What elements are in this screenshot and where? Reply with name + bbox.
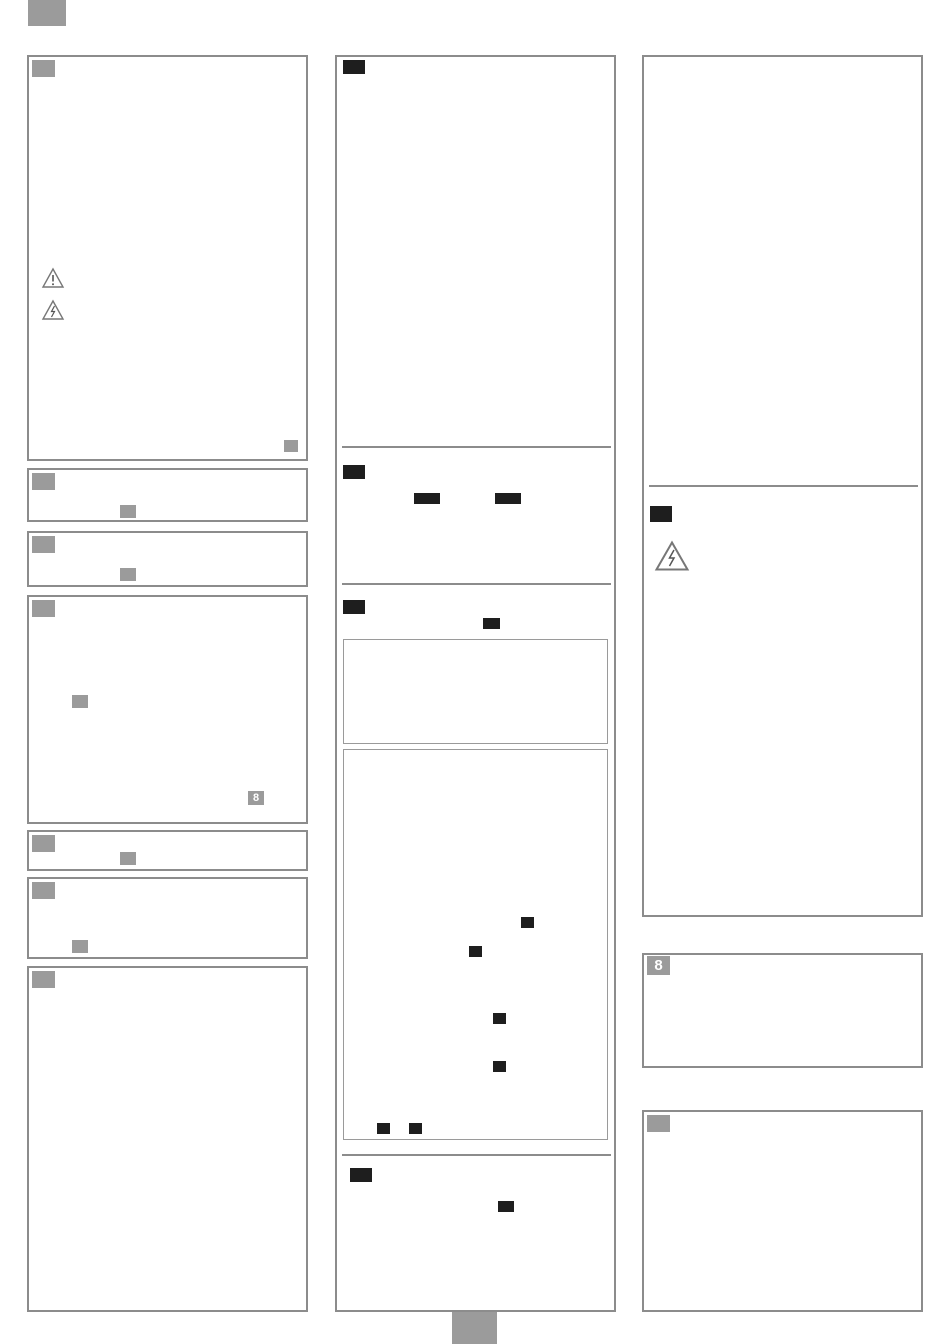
key-reference-tag <box>409 1123 422 1134</box>
section-tag-black <box>350 1168 372 1182</box>
key-reference-tag <box>469 946 482 957</box>
section-tag-black <box>343 465 365 479</box>
cross-reference-tag <box>72 940 88 953</box>
electrical-hazard-icon <box>42 300 64 320</box>
section-tag <box>32 600 55 617</box>
key-reference-tag <box>493 1013 506 1024</box>
inner-note-box <box>343 639 608 744</box>
cross-reference-tag <box>120 568 136 581</box>
section-box-4 <box>27 595 308 824</box>
key-reference-tag <box>483 618 500 629</box>
section-tag <box>32 473 55 490</box>
page-number-marker <box>452 1312 497 1344</box>
warning-triangle-icon <box>42 268 64 288</box>
cross-reference-tag <box>120 505 136 518</box>
key-reference-tag <box>521 917 534 928</box>
key-reference-tag <box>377 1123 390 1134</box>
section-box-2 <box>27 468 308 522</box>
section-box-3 <box>27 531 308 587</box>
section-tag <box>32 60 55 77</box>
electrical-hazard-icon <box>655 541 689 571</box>
section-tag-black <box>343 600 365 614</box>
key-reference-tag <box>493 1061 506 1072</box>
section-box-last <box>642 1110 923 1312</box>
key-reference-tag <box>498 1201 514 1212</box>
divider <box>342 1154 611 1156</box>
section-box-7 <box>27 966 308 1312</box>
column-3-box <box>642 55 923 917</box>
header-page-marker <box>28 0 66 26</box>
section-tag <box>32 835 55 852</box>
divider <box>342 583 611 585</box>
section-tag-black <box>650 506 672 522</box>
section-tag <box>32 971 55 988</box>
cross-reference-tag <box>284 440 298 452</box>
panel-8-tag: 8 <box>647 956 670 975</box>
column-2-box <box>335 55 616 1312</box>
section-8-reference-tag: 8 <box>248 791 264 805</box>
panel-8-box <box>642 953 923 1068</box>
section-tag <box>647 1115 670 1132</box>
section-tag <box>32 536 55 553</box>
divider <box>342 446 611 448</box>
section-box-5 <box>27 830 308 871</box>
section-box-6 <box>27 877 308 959</box>
cross-reference-tag <box>72 695 88 708</box>
cross-reference-tag <box>120 852 136 865</box>
divider <box>649 485 918 487</box>
section-tag <box>32 882 55 899</box>
section-box-1 <box>27 55 308 461</box>
section-tag-black <box>343 60 365 74</box>
key-reference-tag <box>414 493 440 504</box>
inner-procedure-box <box>343 749 608 1140</box>
key-reference-tag <box>495 493 521 504</box>
